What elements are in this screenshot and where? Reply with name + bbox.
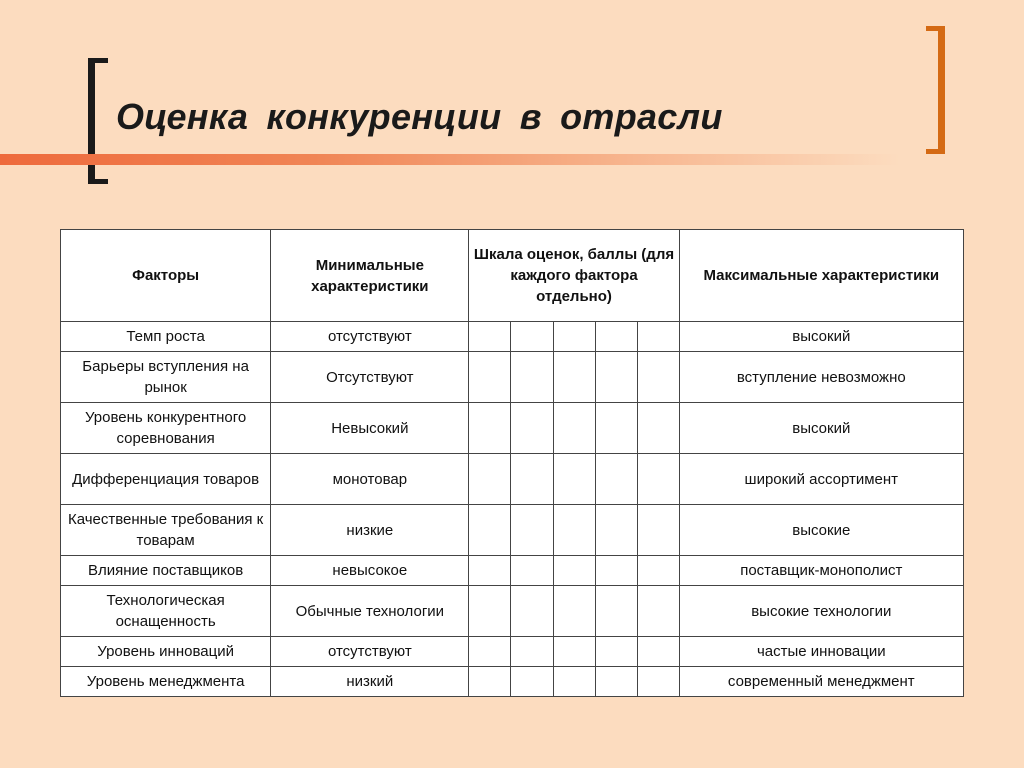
score-cell-5[interactable]: [637, 637, 679, 667]
score-cell-3[interactable]: [553, 667, 595, 697]
score-cell-2[interactable]: [511, 556, 553, 586]
score-cell-2[interactable]: [511, 505, 553, 556]
score-cell-2[interactable]: [511, 322, 553, 352]
min-cell: невысокое: [271, 556, 469, 586]
score-cell-4[interactable]: [595, 667, 637, 697]
factor-cell: Технологическая оснащенность: [61, 586, 271, 637]
max-cell: современный менеджмент: [679, 667, 963, 697]
score-cell-5[interactable]: [637, 667, 679, 697]
score-cell-4[interactable]: [595, 403, 637, 454]
table-row: [61, 403, 964, 454]
score-cell-4[interactable]: [595, 637, 637, 667]
slide-title: Оценка конкуренции в отрасли: [116, 96, 723, 137]
score-cell-3[interactable]: [553, 556, 595, 586]
min-cell: низкий: [271, 667, 469, 697]
score-cell-2[interactable]: [511, 637, 553, 667]
score-cell-3[interactable]: [553, 352, 595, 403]
min-cell: Обычные технологии: [271, 586, 469, 637]
score-cell-1[interactable]: [469, 667, 511, 697]
table-header-row: [61, 230, 964, 322]
score-cell-5[interactable]: [637, 586, 679, 637]
table-row: [61, 667, 964, 697]
header-max: Максимальные характеристики: [679, 230, 963, 322]
score-cell-2[interactable]: [511, 667, 553, 697]
score-cell-1[interactable]: [469, 505, 511, 556]
score-cell-4[interactable]: [595, 505, 637, 556]
min-cell: Невысокий: [271, 403, 469, 454]
score-cell-4[interactable]: [595, 352, 637, 403]
max-cell: высокий: [679, 403, 963, 454]
score-cell-4[interactable]: [595, 454, 637, 505]
max-cell: частые инновации: [679, 637, 963, 667]
table-row: [61, 637, 964, 667]
score-cell-5[interactable]: [637, 322, 679, 352]
max-cell: высокие технологии: [679, 586, 963, 637]
max-cell: поставщик-монополист: [679, 556, 963, 586]
score-cell-3[interactable]: [553, 637, 595, 667]
factor-cell: Темп роста: [61, 322, 271, 352]
factor-cell: Уровень инноваций: [61, 637, 271, 667]
score-cell-5[interactable]: [637, 403, 679, 454]
score-cell-3[interactable]: [553, 454, 595, 505]
score-cell-1[interactable]: [469, 586, 511, 637]
factor-cell: Барьеры вступления на рынок: [61, 352, 271, 403]
score-cell-5[interactable]: [637, 454, 679, 505]
score-cell-2[interactable]: [511, 403, 553, 454]
score-cell-5[interactable]: [637, 556, 679, 586]
header-scale: Шкала оценок, баллы (для каждого фактора отдельно): [469, 230, 679, 322]
min-cell: отсутствуют: [271, 637, 469, 667]
table-row: [61, 556, 964, 586]
table-row: [61, 322, 964, 352]
table-row: [61, 586, 964, 637]
factor-cell: Уровень конкурентного соревнования: [61, 403, 271, 454]
title-underline: [0, 154, 900, 165]
score-cell-1[interactable]: [469, 322, 511, 352]
score-cell-4[interactable]: [595, 586, 637, 637]
table-row: [61, 505, 964, 556]
score-cell-3[interactable]: [553, 505, 595, 556]
score-cell-2[interactable]: [511, 352, 553, 403]
max-cell: высокий: [679, 322, 963, 352]
min-cell: отсутствуют: [271, 322, 469, 352]
header-factors: Факторы: [61, 230, 271, 322]
min-cell: Отсутствуют: [271, 352, 469, 403]
max-cell: вступление невозможно: [679, 352, 963, 403]
competition-assessment-table: [60, 229, 964, 697]
factor-cell: Качественные требования к товарам: [61, 505, 271, 556]
score-cell-3[interactable]: [553, 403, 595, 454]
table-row: [61, 454, 964, 505]
score-cell-4[interactable]: [595, 322, 637, 352]
left-bracket-decoration: [88, 58, 108, 184]
right-bracket-decoration: [926, 26, 945, 154]
score-cell-4[interactable]: [595, 556, 637, 586]
score-cell-5[interactable]: [637, 505, 679, 556]
table-row: [61, 352, 964, 403]
max-cell: широкий ассортимент: [679, 454, 963, 505]
min-cell: монотовар: [271, 454, 469, 505]
score-cell-1[interactable]: [469, 352, 511, 403]
score-cell-3[interactable]: [553, 322, 595, 352]
header-min: Минимальные характеристики: [271, 230, 469, 322]
score-cell-3[interactable]: [553, 586, 595, 637]
score-cell-1[interactable]: [469, 454, 511, 505]
score-cell-1[interactable]: [469, 637, 511, 667]
score-cell-5[interactable]: [637, 352, 679, 403]
factor-cell: Дифференциация товаров: [61, 454, 271, 505]
score-cell-2[interactable]: [511, 586, 553, 637]
max-cell: высокие: [679, 505, 963, 556]
factor-cell: Влияние поставщиков: [61, 556, 271, 586]
score-cell-1[interactable]: [469, 403, 511, 454]
factor-cell: Уровень менеджмента: [61, 667, 271, 697]
score-cell-1[interactable]: [469, 556, 511, 586]
score-cell-2[interactable]: [511, 454, 553, 505]
min-cell: низкие: [271, 505, 469, 556]
